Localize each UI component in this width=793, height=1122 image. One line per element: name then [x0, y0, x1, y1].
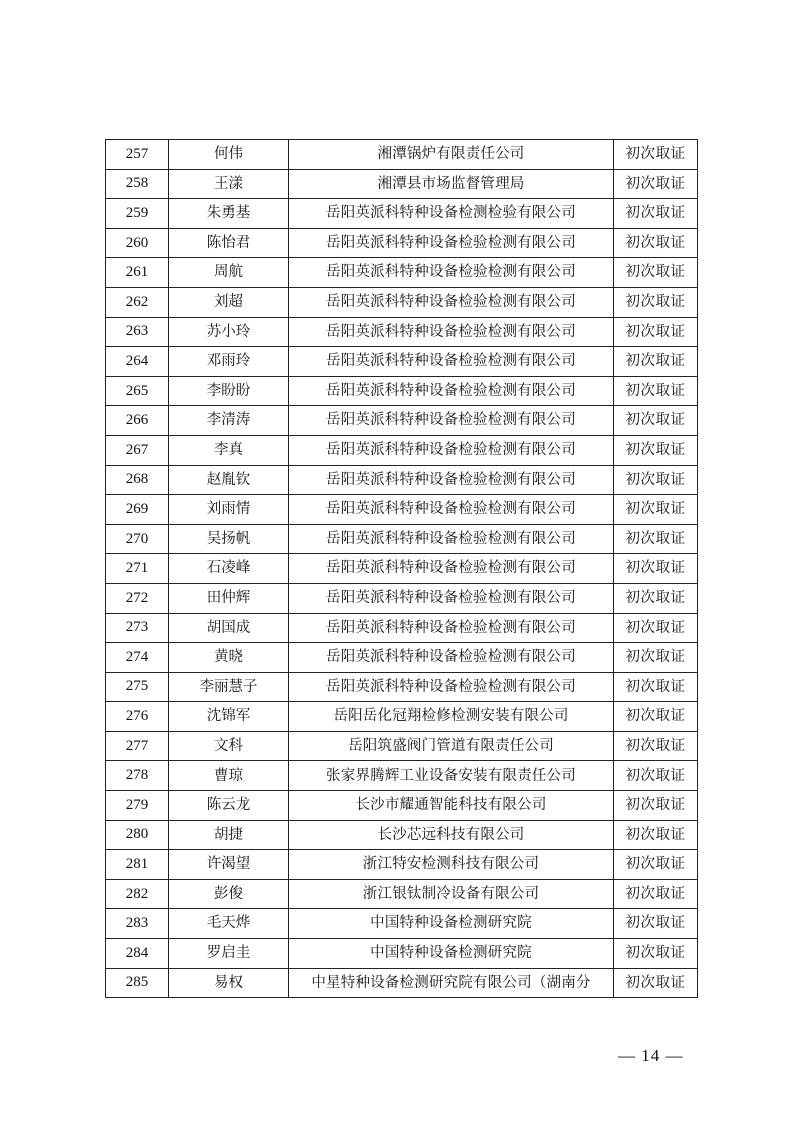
person-name: 陈怡君	[169, 228, 289, 258]
organization: 岳阳英派科特种设备检验检测有限公司	[289, 465, 614, 495]
certificate-type: 初次取证	[614, 376, 698, 406]
person-name: 曹琼	[169, 761, 289, 791]
certificate-type: 初次取证	[614, 672, 698, 702]
row-number: 260	[106, 228, 169, 258]
row-number: 285	[106, 968, 169, 998]
table-row	[106, 406, 698, 436]
organization: 浙江银钛制冷设备有限公司	[289, 879, 614, 909]
table-row	[106, 317, 698, 347]
organization: 岳阳英派科特种设备检验检测有限公司	[289, 347, 614, 377]
table-row	[106, 228, 698, 258]
row-number: 257	[106, 140, 169, 170]
certificate-type: 初次取证	[614, 643, 698, 673]
row-number: 267	[106, 435, 169, 465]
person-name: 李丽慧子	[169, 672, 289, 702]
person-name: 陈云龙	[169, 791, 289, 821]
organization: 岳阳英派科特种设备检测检验有限公司	[289, 199, 614, 229]
organization: 湘潭县市场监督管理局	[289, 169, 614, 199]
organization: 岳阳英派科特种设备检验检测有限公司	[289, 583, 614, 613]
person-name: 刘超	[169, 287, 289, 317]
person-name: 石凌峰	[169, 554, 289, 584]
organization: 岳阳英派科特种设备检验检测有限公司	[289, 554, 614, 584]
table-row	[106, 672, 698, 702]
row-number: 271	[106, 554, 169, 584]
person-name: 王漾	[169, 169, 289, 199]
table-row	[106, 524, 698, 554]
organization: 浙江特安检测科技有限公司	[289, 850, 614, 880]
organization: 岳阳英派科特种设备检验检测有限公司	[289, 317, 614, 347]
person-name: 胡捷	[169, 820, 289, 850]
person-name: 李清涛	[169, 406, 289, 436]
row-number: 258	[106, 169, 169, 199]
person-name: 周航	[169, 258, 289, 288]
certificate-type: 初次取证	[614, 939, 698, 969]
certificate-type: 初次取证	[614, 761, 698, 791]
organization: 湘潭锅炉有限责任公司	[289, 140, 614, 170]
person-name: 毛天烨	[169, 909, 289, 939]
organization: 岳阳英派科特种设备检验检测有限公司	[289, 376, 614, 406]
certificate-type: 初次取证	[614, 465, 698, 495]
table-row	[106, 435, 698, 465]
row-number: 264	[106, 347, 169, 377]
person-name: 邓雨玲	[169, 347, 289, 377]
organization: 中星特种设备检测研究院有限公司（湖南分	[289, 968, 614, 998]
row-number: 269	[106, 495, 169, 525]
organization: 岳阳英派科特种设备检验检测有限公司	[289, 643, 614, 673]
person-name: 文科	[169, 731, 289, 761]
person-name: 罗启圭	[169, 939, 289, 969]
organization: 岳阳英派科特种设备检验检测有限公司	[289, 287, 614, 317]
table-row	[106, 554, 698, 584]
person-name: 许渴望	[169, 850, 289, 880]
table-row	[106, 199, 698, 229]
table-row	[106, 465, 698, 495]
person-name: 吴扬帆	[169, 524, 289, 554]
table-row	[106, 643, 698, 673]
person-name: 沈锦军	[169, 702, 289, 732]
table-row	[106, 791, 698, 821]
certificate-type: 初次取证	[614, 258, 698, 288]
organization: 岳阳英派科特种设备检验检测有限公司	[289, 258, 614, 288]
certificate-type: 初次取证	[614, 228, 698, 258]
table-row	[106, 702, 698, 732]
organization: 岳阳英派科特种设备检验检测有限公司	[289, 228, 614, 258]
table-row	[106, 939, 698, 969]
certificate-type: 初次取证	[614, 968, 698, 998]
person-name: 苏小玲	[169, 317, 289, 347]
row-number: 284	[106, 939, 169, 969]
row-number: 272	[106, 583, 169, 613]
organization: 岳阳英派科特种设备检验检测有限公司	[289, 495, 614, 525]
row-number: 275	[106, 672, 169, 702]
table-row	[106, 909, 698, 939]
certificate-type: 初次取证	[614, 347, 698, 377]
certificate-type: 初次取证	[614, 406, 698, 436]
certificate-type: 初次取证	[614, 879, 698, 909]
person-name: 赵胤钦	[169, 465, 289, 495]
row-number: 262	[106, 287, 169, 317]
table-row	[106, 731, 698, 761]
certificate-type: 初次取证	[614, 850, 698, 880]
organization: 张家界腾辉工业设备安装有限责任公司	[289, 761, 614, 791]
certificate-type: 初次取证	[614, 554, 698, 584]
organization: 岳阳英派科特种设备检验检测有限公司	[289, 435, 614, 465]
organization: 长沙芯远科技有限公司	[289, 820, 614, 850]
row-number: 263	[106, 317, 169, 347]
certificate-type: 初次取证	[614, 495, 698, 525]
page-number: — 14 —	[618, 1046, 684, 1065]
organization: 中国特种设备检测研究院	[289, 939, 614, 969]
personnel-table	[105, 139, 698, 998]
certificate-type: 初次取证	[614, 613, 698, 643]
certificate-type: 初次取证	[614, 820, 698, 850]
organization: 岳阳英派科特种设备检验检测有限公司	[289, 406, 614, 436]
organization: 岳阳岳化冠翔检修检测安装有限公司	[289, 702, 614, 732]
row-number: 265	[106, 376, 169, 406]
person-name: 彭俊	[169, 879, 289, 909]
person-name: 易权	[169, 968, 289, 998]
row-number: 278	[106, 761, 169, 791]
person-name: 刘雨情	[169, 495, 289, 525]
table-row	[106, 376, 698, 406]
row-number: 280	[106, 820, 169, 850]
organization: 岳阳英派科特种设备检验检测有限公司	[289, 524, 614, 554]
certificate-type: 初次取证	[614, 199, 698, 229]
person-name: 田仲辉	[169, 583, 289, 613]
person-name: 李盼盼	[169, 376, 289, 406]
person-name: 胡国成	[169, 613, 289, 643]
row-number: 266	[106, 406, 169, 436]
table-row	[106, 879, 698, 909]
table-row	[106, 968, 698, 998]
row-number: 270	[106, 524, 169, 554]
person-name: 李真	[169, 435, 289, 465]
certificate-type: 初次取证	[614, 435, 698, 465]
certificate-type: 初次取证	[614, 140, 698, 170]
row-number: 276	[106, 702, 169, 732]
organization: 长沙市耀通智能科技有限公司	[289, 791, 614, 821]
person-name: 何伟	[169, 140, 289, 170]
certificate-type: 初次取证	[614, 287, 698, 317]
table-row	[106, 613, 698, 643]
person-name: 朱勇基	[169, 199, 289, 229]
table-row	[106, 347, 698, 377]
table-row	[106, 258, 698, 288]
row-number: 282	[106, 879, 169, 909]
row-number: 261	[106, 258, 169, 288]
organization: 岳阳英派科特种设备检验检测有限公司	[289, 672, 614, 702]
person-name: 黄晓	[169, 643, 289, 673]
table-row	[106, 287, 698, 317]
row-number: 279	[106, 791, 169, 821]
table-row	[106, 850, 698, 880]
table-row	[106, 820, 698, 850]
row-number: 281	[106, 850, 169, 880]
row-number: 259	[106, 199, 169, 229]
certificate-type: 初次取证	[614, 909, 698, 939]
row-number: 268	[106, 465, 169, 495]
table-row	[106, 761, 698, 791]
row-number: 274	[106, 643, 169, 673]
certificate-type: 初次取证	[614, 169, 698, 199]
table-body	[106, 140, 698, 998]
table-row	[106, 140, 698, 170]
organization: 岳阳筑盛阀门管道有限责任公司	[289, 731, 614, 761]
certificate-type: 初次取证	[614, 791, 698, 821]
row-number: 277	[106, 731, 169, 761]
organization: 中国特种设备检测研究院	[289, 909, 614, 939]
certificate-type: 初次取证	[614, 702, 698, 732]
certificate-type: 初次取证	[614, 583, 698, 613]
table-row	[106, 169, 698, 199]
row-number: 273	[106, 613, 169, 643]
table-row	[106, 495, 698, 525]
organization: 岳阳英派科特种设备检验检测有限公司	[289, 613, 614, 643]
row-number: 283	[106, 909, 169, 939]
certificate-type: 初次取证	[614, 524, 698, 554]
table-row	[106, 583, 698, 613]
certificate-type: 初次取证	[614, 731, 698, 761]
certificate-type: 初次取证	[614, 317, 698, 347]
